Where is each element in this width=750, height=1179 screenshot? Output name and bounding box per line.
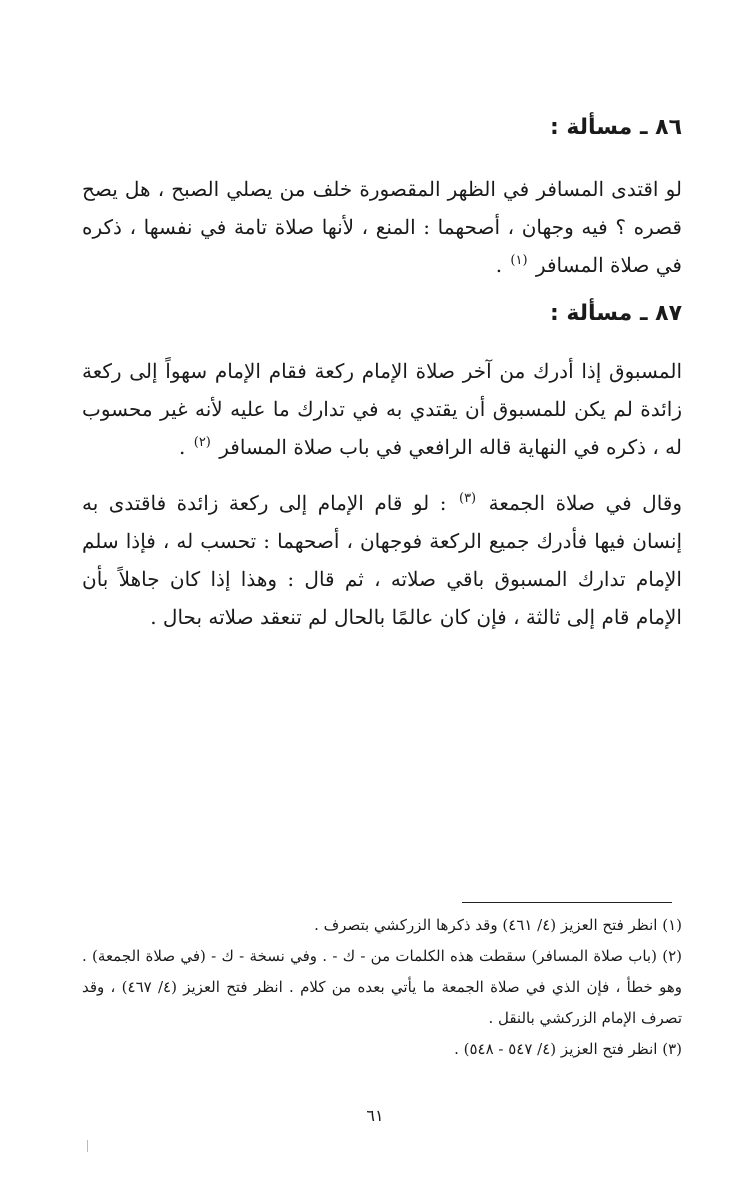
section-87-text-2-rest: : لو قام الإمام إلى ركعة زائدة فاقتدى به إنسان فيها فأدرك جميع الركعة فوجهان ، أصحهما : تحسب له ، فإذا سلم الإمام تدارك المسبوق باقي صلاته ، ثم قال : وهذا إذا كان جاهلاً بأن الإمام قام إلى ثالثة ، فإن كان عالمًا بالحال لم تنعقد صلاته بحال . bbox=[82, 491, 682, 629]
footnote-ref-2[interactable]: (٢) bbox=[193, 435, 211, 451]
page-body bbox=[82, 108, 682, 636]
footnote-ref-3[interactable]: (٣) bbox=[458, 491, 477, 507]
section-87-paragraph-1 bbox=[82, 352, 682, 466]
footnote-ref-1[interactable]: (١) bbox=[510, 253, 528, 269]
section-87-heading: ٨٧ ـ مسألة : bbox=[549, 301, 682, 326]
page-number: ٦١ bbox=[366, 1106, 384, 1125]
footnote-divider bbox=[462, 902, 672, 903]
section-86-heading: ٨٦ ـ مسألة : bbox=[549, 115, 682, 140]
footnote-3: (٣) انظر فتح العزيز (٤/ ٥٤٧ - ٥٤٨) . bbox=[454, 1040, 682, 1058]
section-87-paragraph-2 bbox=[82, 484, 682, 636]
section-86-end: . bbox=[495, 253, 509, 277]
section-87-text-2-start: وقال في صلاة الجمعة bbox=[488, 491, 683, 515]
footnote-1: (١) انظر فتح العزيز (٤/ ٤٦١) وقد ذكرها الزركشي بتصرف . bbox=[314, 916, 682, 934]
margin-mark bbox=[87, 1140, 88, 1152]
section-87-text-1: المسبوق إذا أدرك من آخر صلاة الإمام ركعة فقام الإمام سهواً إلى ركعة زائدة لم يكن للمسبوق أن يقتدي به في تدارك ما عليه لأنه غير محسوب له ، ذكره في النهاية قاله الرافعي في باب صلاة المسافر bbox=[82, 359, 682, 459]
section-86-paragraph bbox=[82, 170, 682, 284]
section-86-text: لو اقتدى المسافر في الظهر المقصورة خلف من يصلي الصبح ، هل يصح قصره ؟ فيه وجهان ، أصحهما : المنع ، لأنها صلاة تامة في نفسها ، ذكره في صلاة المسافر bbox=[82, 177, 682, 277]
footnote-2: (٢) (باب صلاة المسافر) سقطت هذه الكلمات من - ك - . وفي نسخة - ك - (في صلاة الجمعة) . وهو خطأ ، فإن الذي في صلاة الجمعة ما يأتي بعده من كلام . انظر فتح العزيز (٤/ ٤٦٧) ، وقد تصرف الإمام الزركشي بالنقل . bbox=[82, 947, 682, 1027]
footnotes bbox=[82, 910, 682, 1065]
section-87-end-1: . bbox=[179, 435, 192, 459]
